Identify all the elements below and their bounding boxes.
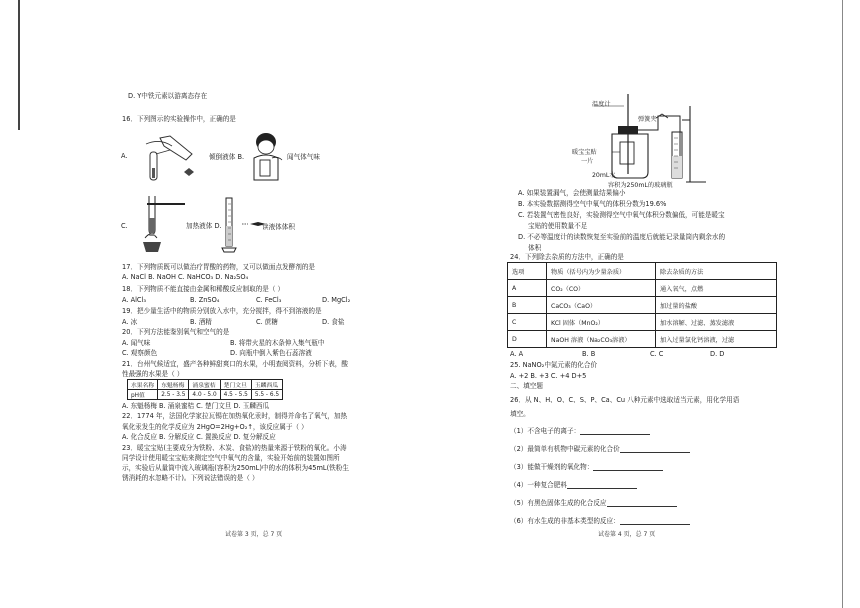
q16-option-c: C. [121, 222, 128, 230]
q23-option-b: B. 本实验数据测得空气中氧气的体积分数为19.6% [518, 200, 667, 208]
heating-liquid-illustration [135, 196, 185, 256]
q18-stem: 18．下列物质不能直接由金属和稀酸反应制取的是（ ） [122, 285, 285, 293]
scan-edge-left [18, 0, 20, 130]
q15-option-d: D. Y中铁元素以游离态存在 [128, 92, 208, 100]
table-row [508, 280, 777, 297]
table-row [508, 331, 777, 348]
q19-option-b: B. 酒精 [190, 318, 212, 326]
table-row [508, 263, 777, 280]
section-heading-fill-in: 二、填空题 [510, 382, 543, 390]
table-cell: 5.5 - 6.5 [251, 390, 282, 400]
pouring-liquid-illustration [138, 134, 208, 190]
scan-edge-right [842, 0, 843, 608]
q20-option-a: A. 闻气味 [122, 339, 151, 347]
table-cell: D [508, 331, 547, 348]
table-cell: CaCO₃（CaO） [547, 297, 656, 314]
q19-stem: 19．把少量生活中的物质分别放入水中，充分搅拌，得不到溶液的是 [122, 307, 322, 315]
table-cell: 加水溶解、过滤、蒸发滤液 [656, 314, 777, 331]
table-cell: 通入氧气，点燃 [656, 280, 777, 297]
table-cell: KCl 固体（MnO₂） [547, 314, 656, 331]
q17-stem: 17．下列物质既可以做治疗胃酸的药物，又可以做面点发酵剂的是 [122, 263, 316, 271]
q23-option-c-line1: C. 若装置气密性良好，实验测得空气中氧气体积分数偏低，可能是暖宝 [518, 211, 725, 219]
q26-item-6 [510, 517, 690, 525]
q24-option-c: C. C [650, 350, 664, 358]
q18-option-c: C. FeCl₃ [256, 296, 282, 304]
q21-stem-line1: 21．台州气候适宜，盛产各种鲜甜爽口的水果，小明查阅资料，分析下表，酸 [122, 360, 348, 368]
page-footer-right: 试卷第 4 页，总 7 页 [598, 531, 656, 538]
q26-item-1-text: （1）不含电子的离子： [510, 427, 581, 435]
answer-blank[interactable] [620, 446, 690, 453]
q26-stem-line2: 填空。 [510, 410, 530, 418]
q23-option-a: A. 如果装置漏气，会使测量结果偏小 [518, 189, 626, 197]
figure-label-warmer-line2: 一片 [581, 158, 594, 165]
q19-option-a: A. 冰 [122, 318, 138, 326]
q16-option-a: A. [121, 152, 128, 160]
q23-stem-line2: 同学设计使用暖宝宝贴来测定空气中氧气的含量，实验开始前的装置如图所 [122, 454, 340, 462]
table-cell: B [508, 297, 547, 314]
figure-label-thermometer: 温度计 [592, 101, 611, 108]
q25-options: A. +2 B. +3 C. +4 D+5 [510, 372, 587, 380]
answer-blank[interactable] [607, 500, 677, 507]
q23-option-c-line2: 宝贴的使用数量不足 [528, 222, 588, 230]
q23-stem-line1: 23．暖宝宝贴(主要成分为铁粉、木炭、食盐)的热量来源于铁粉的氧化。小涛 [122, 444, 347, 452]
table-cell: pH值 [128, 390, 158, 400]
table-row [508, 297, 777, 314]
table-cell: 选项 [508, 263, 547, 280]
table-cell: C [508, 314, 547, 331]
q26-item-1 [510, 427, 650, 435]
figure-label-warmer-line1: 暖宝宝贴 [572, 149, 597, 156]
q23-stem-line4: 锈消耗的水忽略不计)。下列说法错误的是（ ） [122, 474, 259, 482]
table-cell: 东魁杨梅 [158, 380, 189, 390]
q26-item-3-text: （3）能做干燥剂的氧化物： [510, 463, 594, 471]
q22-stem-line1: 22．1774 年，法国化学家拉瓦锡在加热氧化汞时，制得并命名了氧气，加热 [122, 412, 348, 420]
table-cell: 水果名称 [128, 380, 158, 390]
q20-option-c: C. 观察颜色 [122, 349, 158, 357]
q26-item-5 [510, 499, 677, 507]
q18-option-d: D. MgCl₂ [322, 296, 351, 304]
answer-blank[interactable] [567, 482, 637, 489]
q18-option-b: B. ZnSO₄ [190, 296, 220, 304]
table-cell: 涌泉蜜桔 [189, 380, 220, 390]
table-cell: 除去杂质的方法 [656, 263, 777, 280]
table-cell: 4.5 - 5.5 [220, 390, 251, 400]
q20-stem: 20．下列方法能鉴别氧气和空气的是 [122, 328, 230, 336]
q19-option-c: C. 蔗糖 [256, 318, 278, 326]
table-cell: 4.0 - 5.0 [189, 390, 220, 400]
q26-item-2-text: （2）最简单有机物中碳元素的化合价 [510, 445, 620, 453]
q22-stem-line2: 氧化汞发生的化学反应为 2HgO=2Hg+O₂↑，该反应属于（ ） [122, 423, 308, 431]
answer-blank[interactable] [580, 428, 650, 435]
q16-stem: 16．下列图示的实验操作中，正确的是 [122, 115, 236, 123]
q16-option-b: 倾倒液体 B. [209, 153, 245, 161]
q18-option-a: A. AlCl₃ [122, 296, 147, 304]
q26-item-4 [510, 481, 637, 489]
page-footer-left: 试卷第 3 页，总 7 页 [225, 531, 283, 538]
q26-stem-line1: 26．从 N、H、O、C、S、P、Ca、Cu 八种元素中选取适当元素，用化学用语 [510, 396, 740, 404]
q25-stem: 25. NaNO₂中氮元素的化合价 [510, 361, 598, 369]
q26-item-3 [510, 463, 663, 471]
table-cell: CO₂（CO） [547, 280, 656, 297]
impurity-removal-table [507, 262, 777, 348]
q23-option-d-line1: D. 不必等温度计的读数恢复至实验前的温度后就能记录量筒内剩余水的 [518, 233, 726, 241]
q16-option-d-label: 读液体体积 [262, 223, 295, 231]
q21-options: A. 东魁杨梅 B. 涌泉蜜桔 C. 楚门文旦 D. 玉麟西瓜 [122, 402, 270, 410]
q26-item-6-text: （6）有水生成的非基本类型的反应： [510, 517, 620, 525]
q17-options: A. NaCl B. NaOH C. NaHCO₃ D. Na₂SO₄ [122, 273, 249, 281]
q20-option-d: D. 向瓶中倒入紫色石蕊溶液 [230, 349, 312, 357]
figure-caption: 容积为250mL的玻璃瓶 [608, 182, 673, 189]
q24-option-a: A. A [510, 350, 524, 358]
fruit-ph-table [127, 379, 283, 400]
table-cell: 2.5 - 3.5 [158, 390, 189, 400]
smelling-gas-illustration [250, 132, 286, 182]
q26-item-5-text: （5）有黑色固体生成的化合反应 [510, 499, 607, 507]
q22-options: A. 化合反应 B. 分解反应 C. 置换反应 D. 复分解反应 [122, 433, 276, 441]
table-cell: 物质（括号内为少量杂质） [547, 263, 656, 280]
table-cell: 加入过量氯化钙溶液，过滤 [656, 331, 777, 348]
q16-option-b-label: 闻气体气味 [287, 153, 320, 161]
q19-option-d: D. 食盐 [322, 318, 345, 326]
q24-option-b: B. B [582, 350, 596, 358]
q24-stem: 24．下列除去杂质的方法中，正确的是 [510, 253, 624, 261]
q26-item-4-text: （4）一种复合肥料 [510, 481, 567, 489]
q23-stem-line3: 示，实验后从量筒中流入玻璃瓶(容积为250mL)中的水的体积为45mL(铁粉生 [122, 464, 349, 472]
q24-option-d: D. D [710, 350, 725, 358]
table-row [508, 314, 777, 331]
table-row [128, 390, 283, 400]
q26-item-2 [510, 445, 690, 453]
table-cell: 加过量的盐酸 [656, 297, 777, 314]
table-cell: 楚门文旦 [220, 380, 251, 390]
q16-option-d: 加热液体 D. [186, 222, 222, 230]
q23-option-d-line2: 体积 [528, 244, 542, 252]
table-cell: A [508, 280, 547, 297]
table-cell: 玉麟西瓜 [251, 380, 282, 390]
table-cell: NaOH 溶液（Na₂CO₃溶液） [547, 331, 656, 348]
answer-blank[interactable] [593, 464, 663, 471]
q20-option-b: B. 将带火星的木条伸入集气瓶中 [230, 339, 325, 347]
table-row [128, 380, 283, 390]
figure-label-water: 20mL水 [592, 172, 616, 179]
figure-label-clamp: 弹簧夹 [638, 116, 657, 123]
answer-blank[interactable] [620, 518, 690, 525]
q21-stem-line2: 性最强的水果是（ ） [122, 370, 184, 378]
